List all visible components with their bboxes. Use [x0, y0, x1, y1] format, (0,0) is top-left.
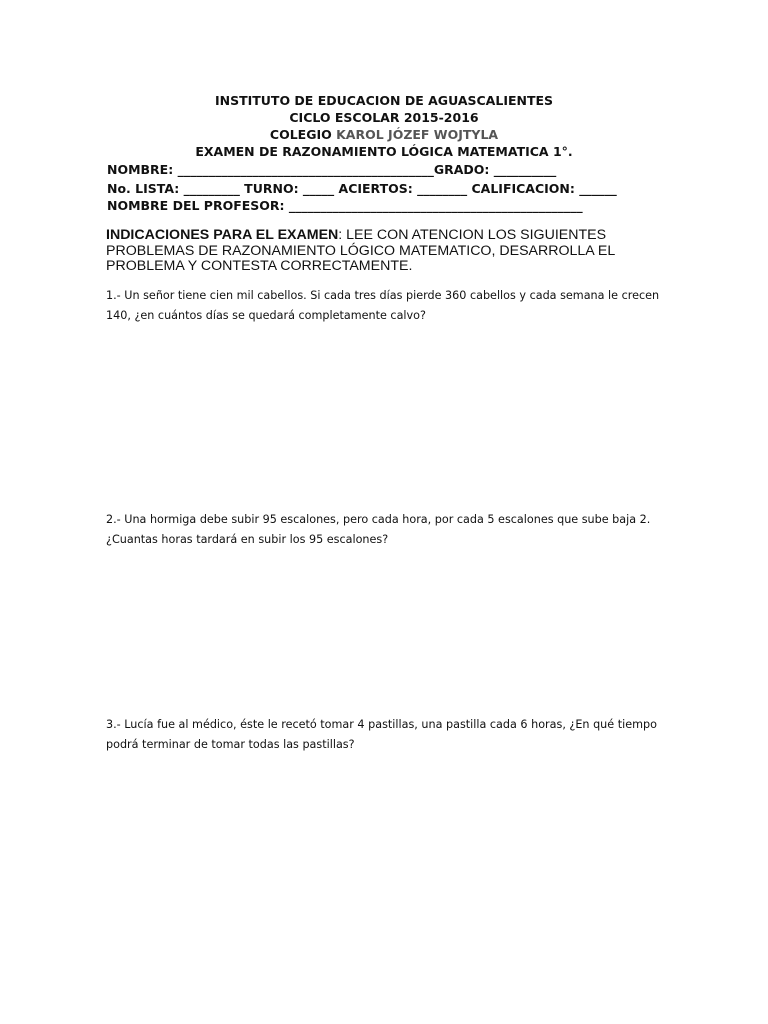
school-cycle: CICLO ESCOLAR 2015-2016: [289, 110, 479, 125]
question-3: 3.- Lucía fue al médico, éste le recetó tomar 4 pastillas, una pastilla cada 6 horas, ¿En qué tiempo podrá terminar de tomar todas las pastillas?: [106, 718, 657, 751]
instructions-text: : LEE CON ATENCION LOS SIGUIENTES PROBLEMAS DE RAZONAMIENTO LÓGICO MATEMATICO, DESARROLLA EL PROBLEMA Y CONTESTA CORRECTAMENTE.: [106, 227, 615, 274]
colegio-prefix: COLEGIO: [269, 127, 337, 142]
question-1: 1.- Un señor tiene cien mil cabellos. Si cada tres días pierde 360 cabellos y cada semana le crecen 140, ¿en cuántos días se quedará completamente calvo?: [106, 289, 660, 322]
name-grade-field: NOMBRE: _________________________________________GRADO: __________: [107, 162, 557, 177]
colegio-line: [0, 126, 768, 143]
question-2: 2.- Una hormiga debe subir 95 escalones, pero cada hora, por cada 5 escalones que sube baja 2. ¿Cuantas horas tardará en subir los 95 escalones?: [106, 513, 651, 546]
list-turn-score-field: No. LISTA: _________ TURNO: _____ ACIERTOS: ________ CALIFICACION: ______: [107, 181, 617, 196]
colegio-name: KAROL JÓZEF WOJTYLA: [336, 127, 499, 142]
teacher-name-field: NOMBRE DEL PROFESOR: _______________________________________________: [107, 198, 583, 213]
instructions-lead: INDICACIONES PARA EL EXAMEN: [106, 227, 339, 243]
exam-title: EXAMEN DE RAZONAMIENTO LÓGICA MATEMATICA 1°.: [195, 144, 573, 159]
institute-title: INSTITUTO DE EDUCACION DE AGUASCALIENTES: [214, 93, 554, 108]
exam-instructions: [106, 228, 666, 275]
